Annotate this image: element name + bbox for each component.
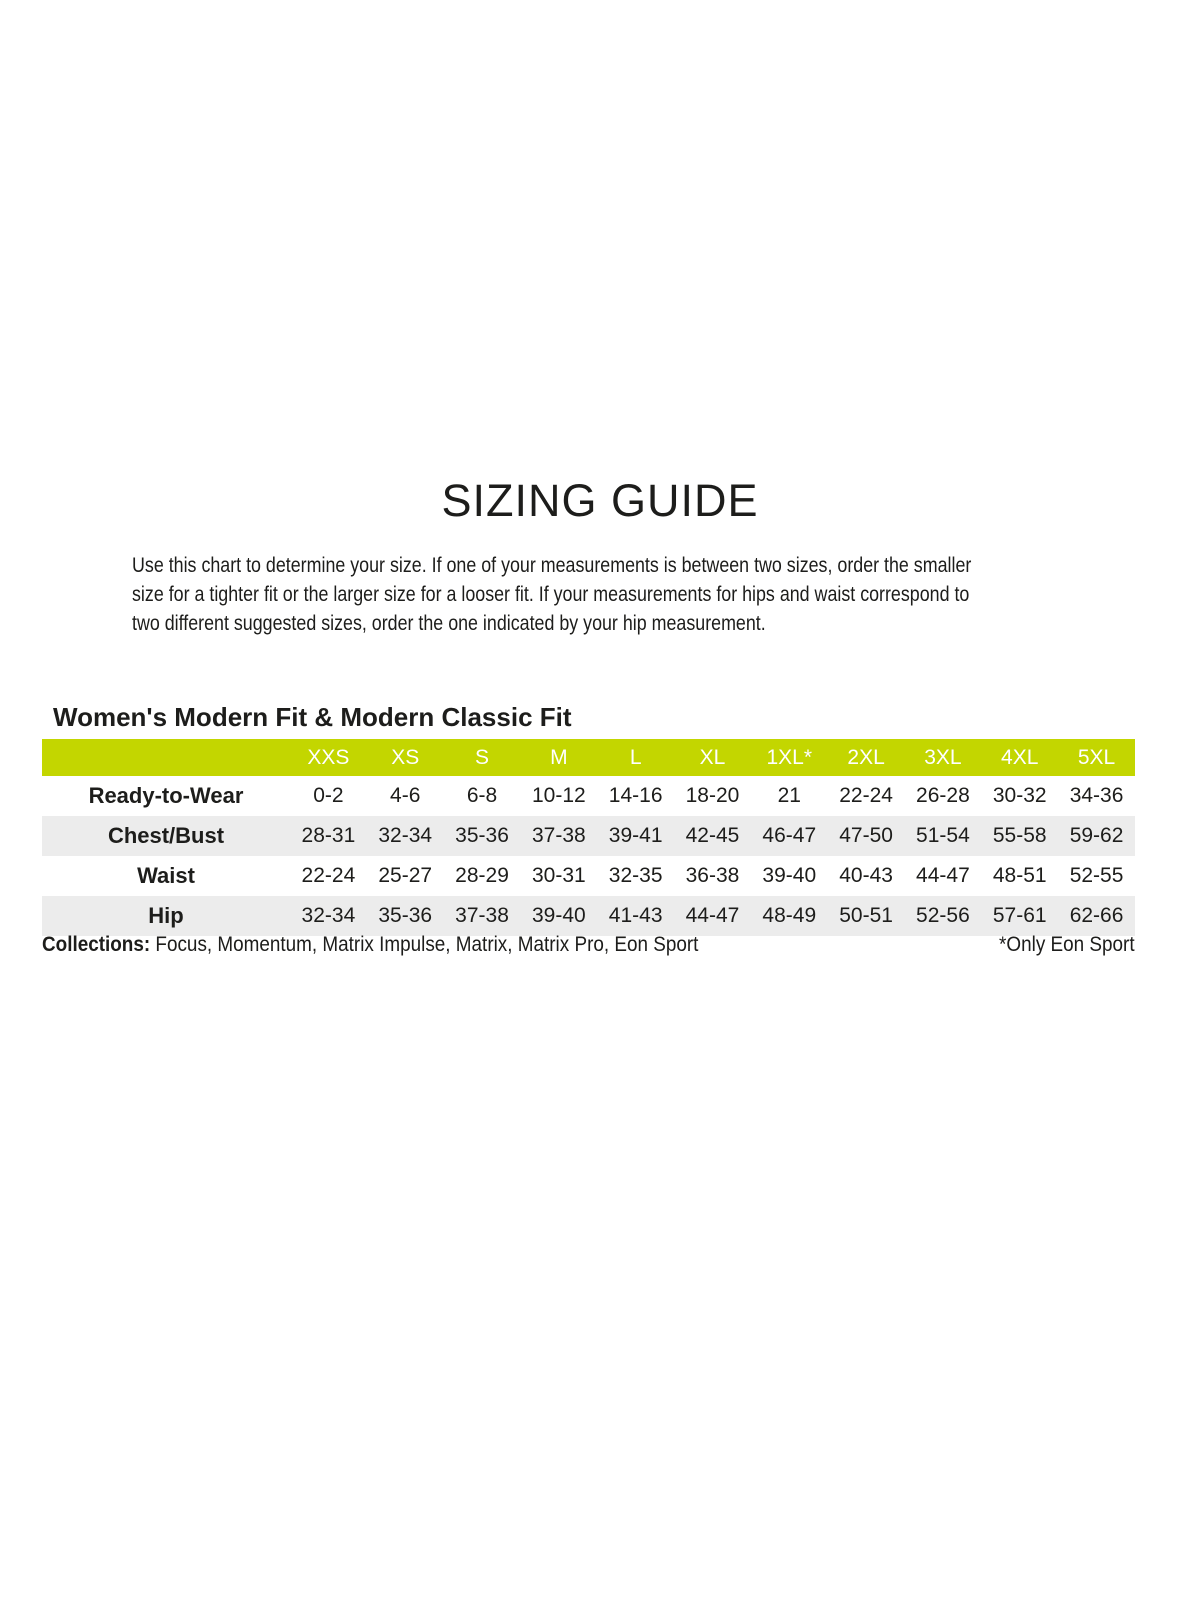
size-cell: 52-56 <box>916 904 970 927</box>
intro-line: size for a tighter fit or the larger size for a looser fit. If your measurements for hips and waist correspond to <box>132 583 970 606</box>
size-cell: 39-40 <box>531 904 586 927</box>
size-cell: 55-58 <box>992 824 1047 847</box>
size-cell: 30-31 <box>531 864 586 887</box>
size-cell: 22-24 <box>301 864 356 887</box>
table-footnote-bar <box>42 933 1135 957</box>
size-cell: 50-51 <box>839 904 893 927</box>
size-cell: 51-54 <box>916 824 970 847</box>
row-label-waist: Waist <box>137 863 195 888</box>
collections-list: Focus, Momentum, Matrix Impulse, Matrix, Matrix Pro, Eon Sport <box>155 933 699 956</box>
size-cell: 26-28 <box>916 784 970 807</box>
size-cell: 22-24 <box>839 784 893 807</box>
size-cell: 36-38 <box>685 864 740 887</box>
size-cell: 57-61 <box>992 904 1047 927</box>
size-cell: 35-36 <box>378 904 433 927</box>
size-cell: 4-6 <box>390 784 421 807</box>
size-cell: 25-27 <box>378 864 433 887</box>
size-cell: 44-47 <box>685 904 740 927</box>
row-label-chest-bust: Chest/Bust <box>107 823 225 848</box>
size-cell: 32-35 <box>608 864 663 887</box>
size-col-5xl: 5XL <box>1058 739 1135 776</box>
asterisk-note: *Only Eon Sport <box>999 933 1135 956</box>
size-cell: 30-32 <box>992 784 1047 807</box>
table-row-waist <box>42 856 1135 896</box>
size-col-2xl: 2XL <box>828 739 905 776</box>
row-label-ready-to-wear: Ready-to-Wear <box>88 783 244 808</box>
size-cell: 34-36 <box>1069 784 1124 807</box>
size-col-3xl: 3XL <box>905 739 982 776</box>
size-cell: 39-40 <box>762 864 817 887</box>
size-cell: 32-34 <box>378 824 433 847</box>
size-col-1xl: 1XL* <box>751 739 828 776</box>
intro-paragraph <box>132 551 1082 638</box>
size-col-m: M <box>520 739 597 776</box>
page-title: SIZING GUIDE <box>441 475 759 526</box>
size-cell: 10-12 <box>531 784 586 807</box>
size-cell: 48-51 <box>992 864 1047 887</box>
size-table-header-row <box>42 739 1135 776</box>
size-cell: 21 <box>777 784 801 807</box>
size-table <box>42 739 1135 936</box>
size-cell: 39-41 <box>608 824 663 847</box>
size-cell: 62-66 <box>1069 904 1124 927</box>
corner-cell <box>42 739 290 776</box>
row-label-hip: Hip <box>148 903 184 928</box>
collections-note <box>42 933 698 957</box>
size-cell: 47-50 <box>839 824 893 847</box>
size-cell: 52-55 <box>1069 864 1124 887</box>
size-cell: 41-43 <box>608 904 663 927</box>
size-cell: 32-34 <box>301 904 356 927</box>
size-cell: 37-38 <box>531 824 586 847</box>
intro-line: Use this chart to determine your size. If one of your measurements is between two sizes, order the smaller <box>132 554 972 577</box>
size-col-l: L <box>597 739 674 776</box>
size-cell: 42-45 <box>685 824 740 847</box>
size-cell: 40-43 <box>839 864 893 887</box>
size-cell: 35-36 <box>455 824 509 847</box>
section-heading: Women's Modern Fit & Modern Classic Fit <box>53 702 572 732</box>
size-cell: 37-38 <box>455 904 509 927</box>
size-cell: 6-8 <box>466 784 498 807</box>
size-col-xs: XS <box>367 739 444 776</box>
size-cell: 48-49 <box>762 904 817 927</box>
intro-line: two different suggested sizes, order the one indicated by your hip measurement. <box>132 612 766 635</box>
size-col-4xl: 4XL <box>981 739 1058 776</box>
size-cell: 59-62 <box>1069 824 1124 847</box>
collections-label: Collections: <box>42 933 151 956</box>
table-row-chest-bust <box>42 816 1135 856</box>
size-cell: 0-2 <box>313 784 344 807</box>
size-cell: 14-16 <box>608 784 663 807</box>
size-col-xxs: XXS <box>290 739 367 776</box>
size-cell: 46-47 <box>762 824 817 847</box>
size-col-s: S <box>444 739 521 776</box>
size-col-xl: XL <box>674 739 751 776</box>
table-row-hip <box>42 896 1135 936</box>
table-row-ready-to-wear <box>42 776 1135 816</box>
size-cell: 28-29 <box>455 864 509 887</box>
size-cell: 18-20 <box>685 784 740 807</box>
size-cell: 28-31 <box>301 824 356 847</box>
size-cell: 44-47 <box>916 864 970 887</box>
